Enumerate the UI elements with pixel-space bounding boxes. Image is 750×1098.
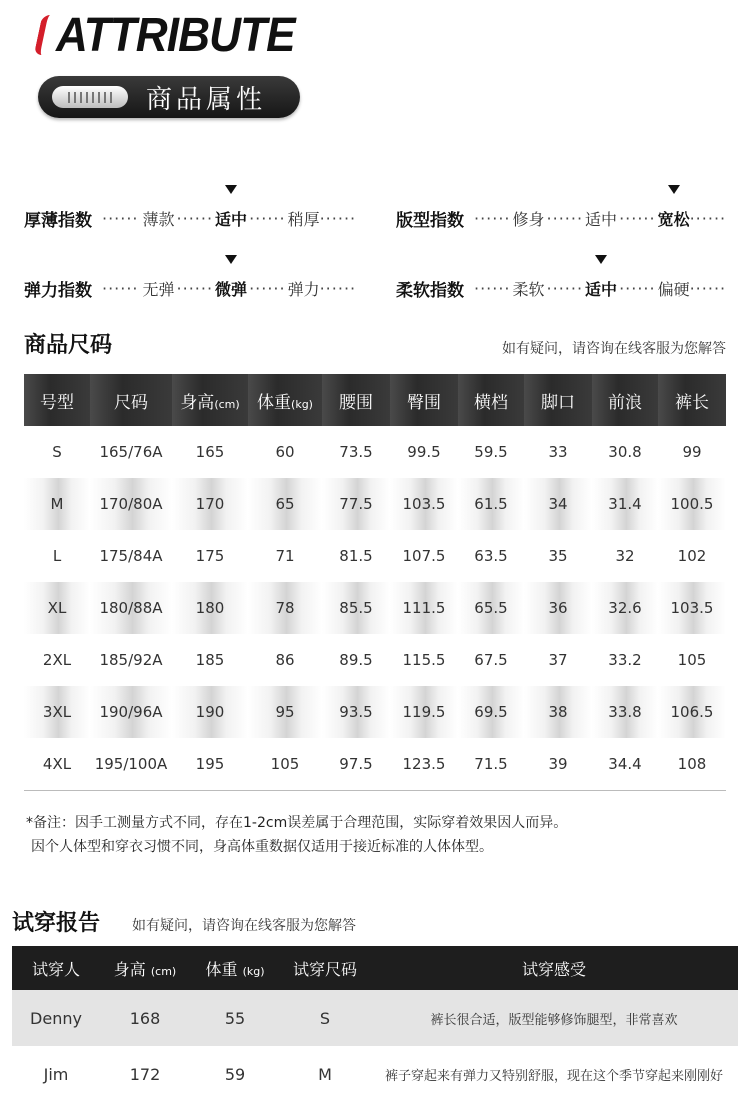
table-cell: 165 xyxy=(195,443,225,461)
attr-option: 适中 xyxy=(585,210,618,229)
table-cell: 36 xyxy=(524,582,592,634)
attr-elasticity: 弹力指数 ······ 无弹 ······ 微弹 ······ 弹力 ······ xyxy=(24,276,356,301)
table-cell: 30.8 xyxy=(608,443,642,461)
table-cell: 100.5 xyxy=(658,478,726,530)
table-cell: M xyxy=(318,1064,332,1084)
attr-option-selected: 宽松 xyxy=(658,207,690,230)
table-cell: 2XL xyxy=(42,651,72,669)
table-cell: 175 xyxy=(195,547,225,565)
table-row xyxy=(12,1046,738,1098)
attr-name: 厚薄指数 xyxy=(24,211,92,231)
table-cell: 65 xyxy=(248,478,322,530)
size-section-note: 如有疑问，请咨询在线客服为您解答 xyxy=(502,341,726,357)
attr-option: 偏硬 xyxy=(657,280,690,299)
table-cell: 168 xyxy=(100,990,190,1046)
table-cell: 89.5 xyxy=(339,651,373,669)
switch-knob-icon xyxy=(52,86,128,108)
table-cell: 95 xyxy=(248,686,322,738)
table-cell: 180/88A xyxy=(90,582,172,634)
table-cell: S xyxy=(280,990,370,1046)
table-cell: 97.5 xyxy=(339,755,373,773)
table-cell: 102 xyxy=(677,547,707,565)
col-header: 试穿感受 xyxy=(370,946,738,990)
table-cell: 67.5 xyxy=(474,651,508,669)
table-cell: 105 xyxy=(270,755,300,773)
col-header: 体重(kg) xyxy=(248,374,322,426)
table-cell: S xyxy=(52,443,62,461)
attr-option: 稍厚 xyxy=(287,210,320,229)
table-cell: 190 xyxy=(172,686,248,738)
table-cell: 85.5 xyxy=(322,582,390,634)
table-cell: 77.5 xyxy=(322,478,390,530)
table-cell: 185/92A xyxy=(99,651,163,669)
section-pill xyxy=(38,76,300,118)
col-header: 臀围 xyxy=(390,374,458,426)
attr-fit: 版型指数 ······ 修身 ······ 适中 ······ 宽松 ······ xyxy=(396,206,726,231)
table-cell: 63.5 xyxy=(474,547,508,565)
attr-option: 无弹 xyxy=(142,280,175,299)
attribute-heading: ATTRIBUTE xyxy=(56,8,295,62)
table-cell: 32 xyxy=(615,547,635,565)
table-cell: Denny xyxy=(12,990,100,1046)
table-cell: 61.5 xyxy=(458,478,524,530)
table-cell: 78 xyxy=(248,582,322,634)
trial-feedback-cell: 裤子穿起来有弹力又特别舒服，现在这个季节穿起来刚刚好 xyxy=(384,1068,723,1084)
table-cell: 108 xyxy=(677,755,707,773)
col-header: 身高(cm) xyxy=(172,374,248,426)
size-table-header xyxy=(24,374,726,426)
table-cell: 195 xyxy=(195,755,225,773)
table-cell: 175/84A xyxy=(99,547,163,565)
table-cell: 115.5 xyxy=(402,651,446,669)
remark-line-1: *备注：因手工测量方式不同，存在1-2cm误差属于合理范围，实际穿着效果因人而异。 xyxy=(26,815,568,831)
trial-section-note: 如有疑问，请咨询在线客服为您解答 xyxy=(132,918,356,934)
attr-name: 弹力指数 xyxy=(24,281,92,301)
table-cell: 99.5 xyxy=(407,443,441,461)
col-header: 裤长 xyxy=(658,374,726,426)
table-cell: 106.5 xyxy=(658,686,726,738)
table-cell: 39 xyxy=(548,755,568,773)
attr-thickness: 厚薄指数 ······ 薄款 ······ 适中 ······ 稍厚 ······ xyxy=(24,206,356,231)
table-cell: 99 xyxy=(682,443,702,461)
table-cell: 34.4 xyxy=(608,755,642,773)
table-cell: L xyxy=(52,547,62,565)
col-header: 腰围 xyxy=(322,374,390,426)
attr-option: 薄款 xyxy=(142,210,175,229)
table-row xyxy=(24,582,726,634)
table-cell: 107.5 xyxy=(402,547,446,565)
table-cell: 59.5 xyxy=(474,443,508,461)
table-cell: 37 xyxy=(548,651,568,669)
col-header: 体重 (kg) xyxy=(190,946,280,990)
attr-option-selected: 微弹 xyxy=(215,277,247,300)
table-row xyxy=(24,426,726,478)
table-cell: 32.6 xyxy=(592,582,658,634)
red-bracket-icon xyxy=(34,15,55,55)
attr-name: 柔软指数 xyxy=(396,281,464,301)
table-cell: 73.5 xyxy=(339,443,373,461)
table-row xyxy=(12,990,738,1046)
col-header: 尺码 xyxy=(90,374,172,426)
col-header: 前浪 xyxy=(592,374,658,426)
col-header: 横档 xyxy=(458,374,524,426)
table-cell: 172 xyxy=(129,1064,161,1084)
attr-option: 弹力 xyxy=(287,280,320,299)
size-table xyxy=(24,374,726,790)
trial-feedback-cell: 裤长很合适，版型能够修饰腿型，非常喜欢 xyxy=(370,990,738,1046)
table-cell: 185 xyxy=(195,651,225,669)
table-cell: 3XL xyxy=(24,686,90,738)
table-cell: 180 xyxy=(172,582,248,634)
attr-option: 柔软 xyxy=(512,280,545,299)
pill-label: 商品属性 xyxy=(146,84,267,115)
table-cell: 103.5 xyxy=(390,478,458,530)
brand-title xyxy=(38,10,315,60)
table-row xyxy=(24,634,726,686)
size-table-bottom-rule xyxy=(24,790,726,791)
table-cell: 71 xyxy=(275,547,295,565)
attr-option-selected: 适中 xyxy=(215,207,247,230)
table-row xyxy=(24,478,726,530)
table-cell: 105 xyxy=(677,651,707,669)
table-cell: Jim xyxy=(43,1064,69,1084)
col-header: 试穿人 xyxy=(12,946,100,990)
table-cell: 69.5 xyxy=(458,686,524,738)
table-cell: 65.5 xyxy=(458,582,524,634)
table-row xyxy=(24,686,726,738)
trial-table-header xyxy=(12,946,738,990)
attr-option: 修身 xyxy=(512,210,545,229)
table-cell: 190/96A xyxy=(90,686,172,738)
table-cell: 4XL xyxy=(42,755,72,773)
col-header: 身高 (cm) xyxy=(100,946,190,990)
table-cell: 170 xyxy=(172,478,248,530)
table-cell: 31.4 xyxy=(592,478,658,530)
attr-softness: 柔软指数 ······ 柔软 ······ 适中 ······ 偏硬 ······ xyxy=(396,276,726,301)
table-cell: 93.5 xyxy=(322,686,390,738)
table-cell: 71.5 xyxy=(474,755,508,773)
col-header: 脚口 xyxy=(524,374,592,426)
table-cell: 111.5 xyxy=(390,582,458,634)
table-cell: 33 xyxy=(548,443,568,461)
col-header: 试穿尺码 xyxy=(280,946,370,990)
table-row xyxy=(24,738,726,790)
table-cell: 60 xyxy=(275,443,295,461)
table-cell: 123.5 xyxy=(402,755,446,773)
table-cell: 38 xyxy=(524,686,592,738)
attr-option-selected: 适中 xyxy=(585,277,617,300)
attr-name: 版型指数 xyxy=(396,211,464,231)
size-section-title: 商品尺码 xyxy=(24,333,113,358)
table-cell: 59 xyxy=(224,1064,246,1084)
table-cell: 81.5 xyxy=(339,547,373,565)
table-cell: 33.8 xyxy=(592,686,658,738)
table-cell: 103.5 xyxy=(658,582,726,634)
table-cell: 170/80A xyxy=(90,478,172,530)
remark-line-2: 因个人体型和穿衣习惯不同，身高体重数据仅适用于接近标准的人体体型。 xyxy=(31,839,493,855)
table-cell: 165/76A xyxy=(99,443,163,461)
table-cell: 55 xyxy=(190,990,280,1046)
trial-section-title: 试穿报告 xyxy=(12,911,101,936)
trial-table xyxy=(12,946,738,1098)
table-cell: 33.2 xyxy=(608,651,642,669)
col-header: 号型 xyxy=(24,374,90,426)
table-cell: 35 xyxy=(548,547,568,565)
table-cell: XL xyxy=(24,582,90,634)
table-cell: 34 xyxy=(524,478,592,530)
table-cell: M xyxy=(24,478,90,530)
table-row xyxy=(24,530,726,582)
table-cell: 86 xyxy=(275,651,295,669)
table-cell: 195/100A xyxy=(94,755,168,773)
table-cell: 119.5 xyxy=(390,686,458,738)
